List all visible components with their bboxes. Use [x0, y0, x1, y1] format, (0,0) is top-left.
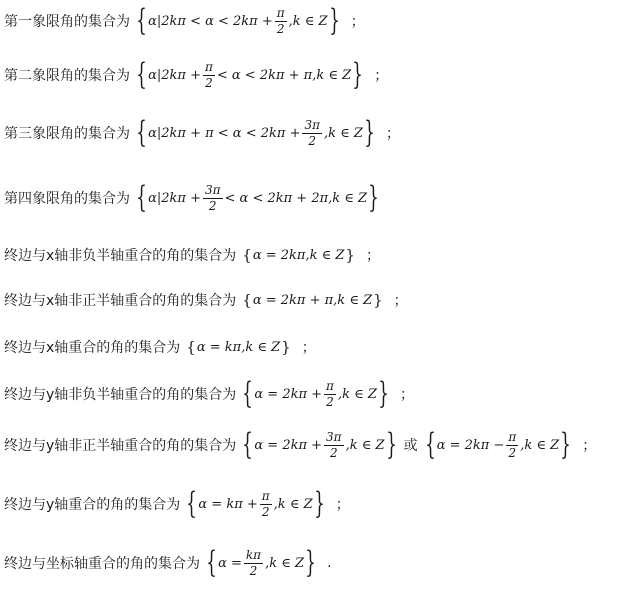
- right-brace: }: [313, 486, 325, 521]
- line-label: 第三象限角的集合为: [4, 126, 130, 142]
- formula-line-7: [4, 336, 638, 358]
- line-label: 终边与x轴非正半轴重合的角的集合为: [4, 293, 237, 309]
- expr-pre: α = 2kπ +: [254, 437, 323, 453]
- fraction: [324, 430, 344, 461]
- right-brace: }: [352, 57, 363, 92]
- fraction: [506, 430, 518, 461]
- set-expression: [185, 337, 291, 356]
- fraction-numerator: π: [276, 5, 285, 20]
- line-label: 终边与坐标轴重合的角的集合为: [4, 556, 200, 572]
- formula-line-1: [4, 5, 638, 37]
- line-label: 终边与x轴重合的角的集合为: [4, 340, 181, 356]
- expr-pre: α|2kπ + π < α < 2kπ +: [148, 125, 301, 141]
- expr-pre: α = kπ +: [198, 496, 258, 512]
- left-brace: {: [242, 427, 254, 462]
- set-expression: [241, 245, 356, 264]
- fraction-numerator: π: [261, 488, 270, 503]
- left-brace: {: [136, 3, 147, 38]
- line-separator: ；: [335, 497, 350, 513]
- expr-post: ,k ∈ Z: [520, 437, 560, 453]
- fraction-denominator: 2: [261, 504, 270, 519]
- line-label: 终边与y轴重合的角的集合为: [4, 497, 181, 513]
- fraction-denominator: 2: [329, 445, 338, 460]
- line-label: 终边与x轴非负半轴重合的角的集合为: [4, 248, 237, 264]
- set-expression-a: [241, 427, 397, 462]
- set-expression: [185, 486, 325, 521]
- expr-pre: α =: [218, 555, 242, 571]
- formula-line-9: [4, 427, 638, 463]
- set-expression: [135, 3, 341, 38]
- formula-line-6: [4, 289, 638, 311]
- left-brace: {: [136, 180, 147, 215]
- expr-pre: α = 2kπ −: [436, 437, 505, 453]
- left-brace: {: [242, 290, 252, 309]
- expr-pre: α|2kπ +: [148, 190, 201, 206]
- line-separator: ；: [374, 68, 389, 84]
- fraction-numerator: 3π: [304, 117, 320, 132]
- expr-post: ,k ∈ Z: [345, 437, 385, 453]
- formula-line-8: [4, 377, 638, 411]
- right-brace: }: [305, 545, 316, 580]
- left-brace: {: [186, 486, 198, 521]
- right-brace: }: [345, 245, 355, 264]
- line-label: 终边与y轴非正半轴重合的角的集合为: [4, 438, 237, 454]
- fraction-denominator: 2: [276, 21, 285, 36]
- right-brace: }: [560, 427, 571, 462]
- set-expression: [135, 57, 364, 92]
- expr-body: α = 2kπ + π,k ∈ Z: [252, 292, 373, 308]
- fraction-denominator: 2: [326, 394, 334, 409]
- set-expression: [241, 376, 390, 411]
- line-label: 第四象限角的集合为: [4, 191, 130, 207]
- formula-line-10: [4, 487, 638, 521]
- line-label: 第二象限角的集合为: [4, 68, 130, 84]
- right-brace: }: [378, 376, 389, 411]
- fraction-denominator: 2: [205, 75, 213, 90]
- line-separator: ；: [386, 126, 401, 142]
- formula-line-11: [4, 544, 638, 582]
- left-brace: {: [424, 427, 436, 462]
- fraction: [324, 379, 336, 410]
- expr-post: ,k ∈ Z: [288, 13, 328, 29]
- line-separator: ；: [365, 248, 380, 264]
- expr-post: ,k ∈ Z: [265, 555, 305, 571]
- set-expression: [241, 290, 383, 309]
- fraction: [260, 489, 272, 520]
- right-brace: }: [373, 290, 383, 309]
- left-brace: {: [136, 57, 147, 92]
- expr-post: < α < 2kπ + π,k ∈ Z: [216, 67, 352, 83]
- expr-post: ,k ∈ Z: [273, 496, 313, 512]
- set-expression: [135, 115, 376, 150]
- expr-body: α = 2kπ,k ∈ Z: [252, 247, 345, 263]
- fraction-numerator: π: [204, 59, 213, 74]
- fraction: [203, 60, 215, 91]
- fraction: [302, 118, 322, 149]
- left-brace: {: [242, 376, 254, 411]
- fraction-denominator: 2: [249, 563, 258, 578]
- expr-post: ,k ∈ Z: [324, 125, 363, 141]
- expr-pre: α|2kπ +: [148, 67, 201, 83]
- right-brace: }: [328, 3, 340, 38]
- or-word: 或: [403, 438, 418, 454]
- set-expression-b: [424, 427, 573, 462]
- formula-line-3: [4, 115, 638, 151]
- line-separator: ；: [393, 293, 408, 309]
- fraction-numerator: 3π: [326, 429, 342, 444]
- fraction-denominator: 2: [208, 198, 217, 213]
- formula-line-4: [4, 180, 638, 216]
- fraction-numerator: π: [508, 429, 517, 444]
- left-brace: {: [186, 337, 196, 356]
- fraction-denominator: 2: [308, 133, 317, 148]
- left-brace: {: [206, 545, 217, 580]
- fraction: [275, 6, 287, 37]
- fraction-numerator: kπ: [245, 547, 262, 562]
- line-label: 终边与y轴非负半轴重合的角的集合为: [4, 387, 237, 403]
- right-brace: }: [281, 337, 291, 356]
- fraction: [244, 548, 263, 579]
- formula-line-2: [4, 58, 638, 92]
- line-separator: ；: [582, 438, 597, 454]
- expr-pre: α = 2kπ +: [254, 386, 323, 402]
- right-brace: }: [385, 427, 397, 462]
- line-separator: ；: [399, 387, 414, 403]
- set-expression: [205, 545, 317, 580]
- left-brace: {: [242, 245, 252, 264]
- line-separator: ；: [301, 340, 316, 356]
- fraction-numerator: 3π: [204, 182, 221, 197]
- fraction-denominator: 2: [508, 445, 517, 460]
- expr-post: ,k ∈ Z: [337, 386, 377, 402]
- line-separator: .: [327, 555, 332, 571]
- set-expression: [135, 180, 380, 215]
- fraction-numerator: π: [326, 378, 334, 393]
- right-brace: }: [368, 180, 379, 215]
- formula-line-5: [4, 244, 638, 266]
- expr-post: < α < 2kπ + 2π,k ∈ Z: [224, 190, 368, 206]
- fraction: [203, 183, 223, 214]
- right-brace: }: [364, 115, 375, 150]
- expr-pre: α|2kπ < α < 2kπ +: [148, 13, 273, 29]
- line-separator: ；: [350, 14, 365, 30]
- line-label: 第一象限角的集合为: [4, 14, 130, 30]
- expr-body: α = kπ,k ∈ Z: [196, 339, 281, 355]
- left-brace: {: [136, 115, 147, 150]
